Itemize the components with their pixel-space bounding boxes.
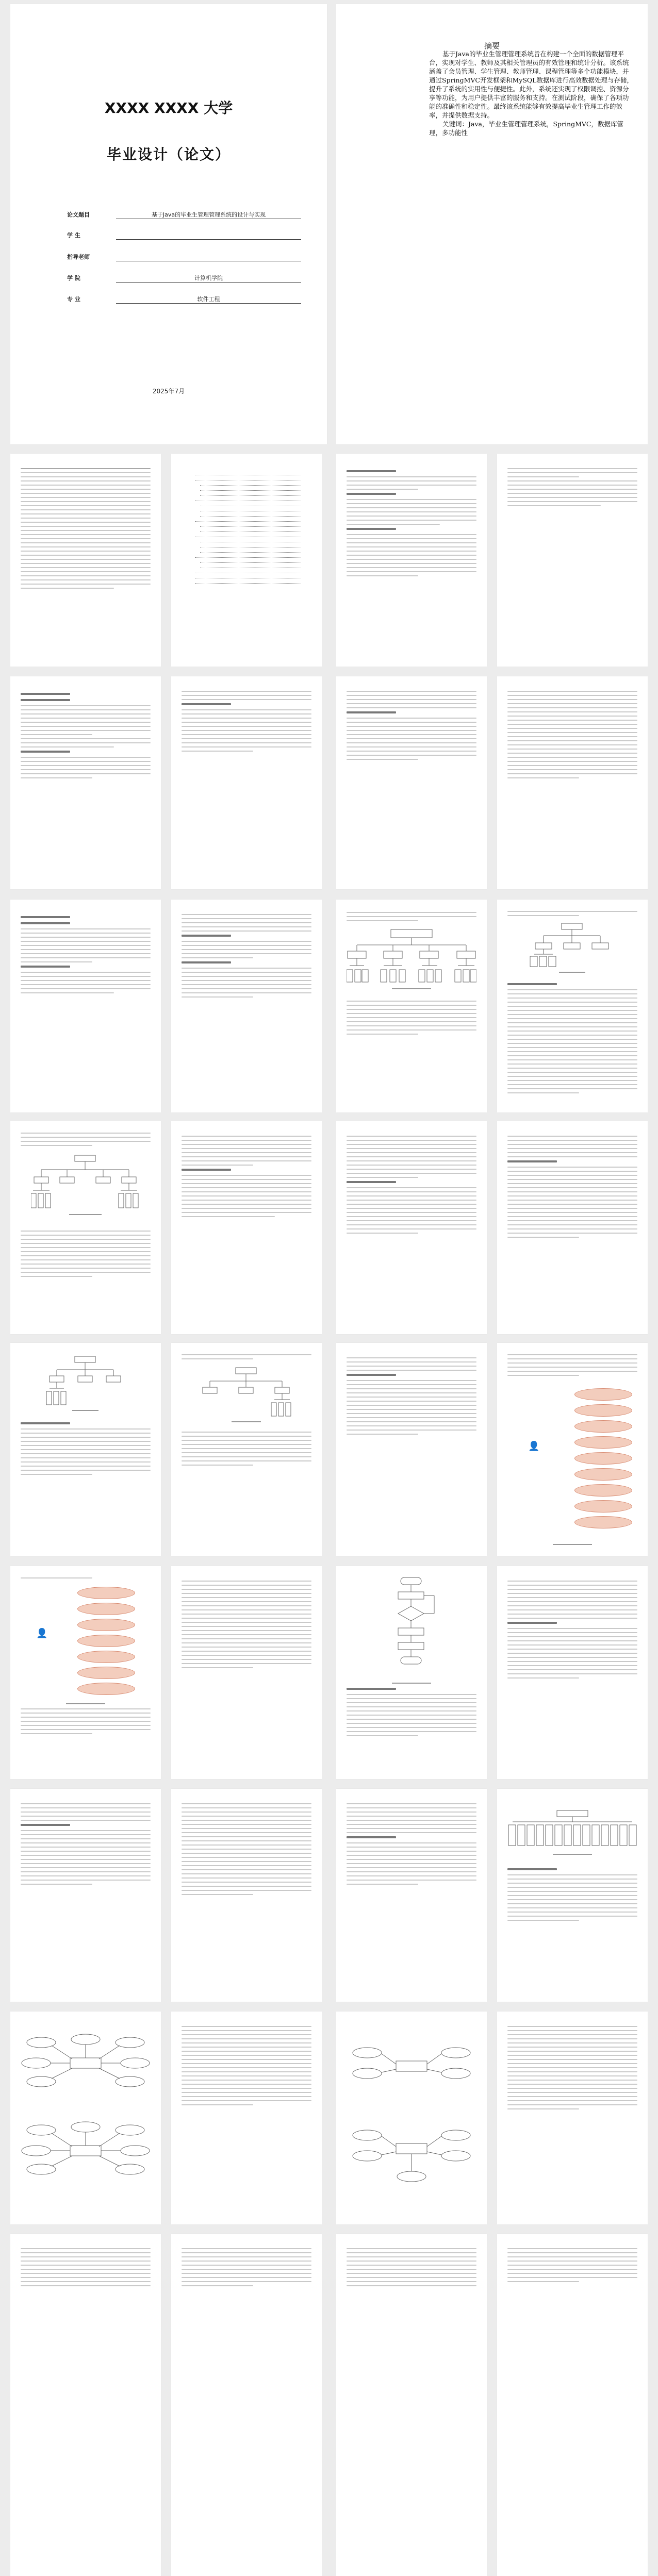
thumbnail-page: [171, 676, 322, 889]
thumbnail-page: [497, 1566, 648, 1779]
cover-field-major: [67, 295, 301, 305]
function-tree-diagram: [41, 1355, 129, 1415]
thumbnail-page-with-usecase: [497, 1343, 648, 1556]
cover-field-topic: [67, 210, 301, 221]
cover-field-college: [67, 274, 301, 284]
thumbnail-page: [171, 900, 322, 1112]
thumbnail-page-with-er: [10, 2012, 161, 2224]
cover-field-value: [116, 253, 301, 261]
cover-field-label: 指导老师: [67, 254, 90, 260]
cover-page: [10, 4, 327, 444]
login-flow-diagram: [383, 1576, 439, 1674]
thumbnail-page-with-er: [336, 2012, 487, 2224]
cover-field-value: [116, 231, 301, 240]
thumbnail-page-with-diagram: [10, 1343, 161, 1556]
use-case-list: [574, 1388, 632, 1532]
cover-field-label: 学 生: [67, 232, 80, 239]
thumbnail-page: [497, 454, 648, 667]
thumbnail-page: [171, 2234, 322, 2576]
cover-date: 2025年7月: [152, 388, 185, 395]
thumbnail-page-with-diagram: [336, 1566, 487, 1779]
cover-field-label: 学 院: [67, 275, 80, 281]
cover-field-value: 基于Java的毕业生管理管理系统的设计与实现: [116, 210, 301, 219]
thumbnail-page: [336, 454, 487, 667]
thumbnail-page: [10, 2234, 161, 2576]
thumbnail-page: [10, 1789, 161, 2002]
thumbnail-page: [336, 676, 487, 889]
thumbnail-page: [497, 2234, 648, 2576]
er-diagram: [21, 2032, 151, 2197]
thumbnail-page: [10, 676, 161, 889]
cover-field-value: 计算机学院: [116, 274, 301, 282]
thumbnail-page: [336, 2234, 487, 2576]
cover-field-student: [67, 231, 301, 241]
thumbnail-page: [10, 900, 161, 1112]
thumbnail-page: [171, 2012, 322, 2224]
thumbnail-page: [497, 676, 648, 889]
thumbnail-page-with-diagram: [336, 900, 487, 1112]
thumbnail-page: [336, 1789, 487, 2002]
abstract-keywords: 关键词：Java，毕业生管理管理系统，SpringMVC，数据库管理，多功能性: [429, 120, 623, 137]
toc-page: [171, 454, 322, 667]
thumbnail-page-with-diagram: [171, 1343, 322, 1556]
thumbnail-page: [497, 1121, 648, 1334]
thumbnail-page: [171, 1566, 322, 1779]
cover-field-label: 专 业: [67, 296, 80, 303]
flow-chart-diagram: [528, 922, 616, 977]
abstract-text: 基于Java的毕业生管理管理系统旨在构建一个全面的数据管理平台，实现对学生、教师及其相关管理员的有效管理和统计分析。该系统涵盖了会员管理、学生管理、教师管理、课程管理等多个功能模块，并通过SpringMVC开发框架和MySQL数据库进行高效数据处理与存储，提升了系统的实用性与便捷性。此外，系统还实现了权限调控、资源分享等功能，为用户提供丰富的服务和支持。在测试阶段，确保了各项功能的准确性和稳定性。最终该系统能够有效提高毕业生管理工作的效率，并提供数据支持。: [429, 50, 633, 119]
thumbnail-page: [336, 1121, 487, 1334]
cover-field-label: 论文题目: [67, 211, 90, 218]
function-tree-diagram: [197, 1367, 295, 1426]
cover-field-advisor: [67, 253, 301, 263]
thumbnail-page-with-diagram: [497, 1789, 648, 2002]
cover-university: XXXX XXXX 大学: [104, 99, 233, 117]
use-case-list: [77, 1587, 135, 1699]
module-structure-diagram: [347, 928, 476, 993]
abstract-heading: 摘要: [484, 41, 500, 51]
thumbnail-page: [497, 2012, 648, 2224]
thumbnail-page-with-diagram: [10, 1121, 161, 1334]
thumbnail-page: [171, 1789, 322, 2002]
thumbnail-page: [336, 1343, 487, 1556]
thumbnail-page-with-diagram: [497, 900, 648, 1112]
thumbnail-page-with-usecase: [10, 1566, 161, 1779]
cover-title: 毕业设计（论文）: [106, 146, 231, 163]
thumbnail-page: [10, 454, 161, 667]
abstract-body: [429, 49, 633, 137]
function-tree-diagram: [31, 1154, 139, 1219]
actor-icon: 👤: [36, 1628, 48, 1639]
er-diagram: [347, 2042, 476, 2197]
abstract-page: [336, 4, 648, 444]
thumbnail-page: [171, 1121, 322, 1334]
actor-icon: 👤: [528, 1441, 540, 1452]
system-architecture-diagram: [507, 1809, 637, 1859]
cover-field-value: 软件工程: [116, 295, 301, 304]
